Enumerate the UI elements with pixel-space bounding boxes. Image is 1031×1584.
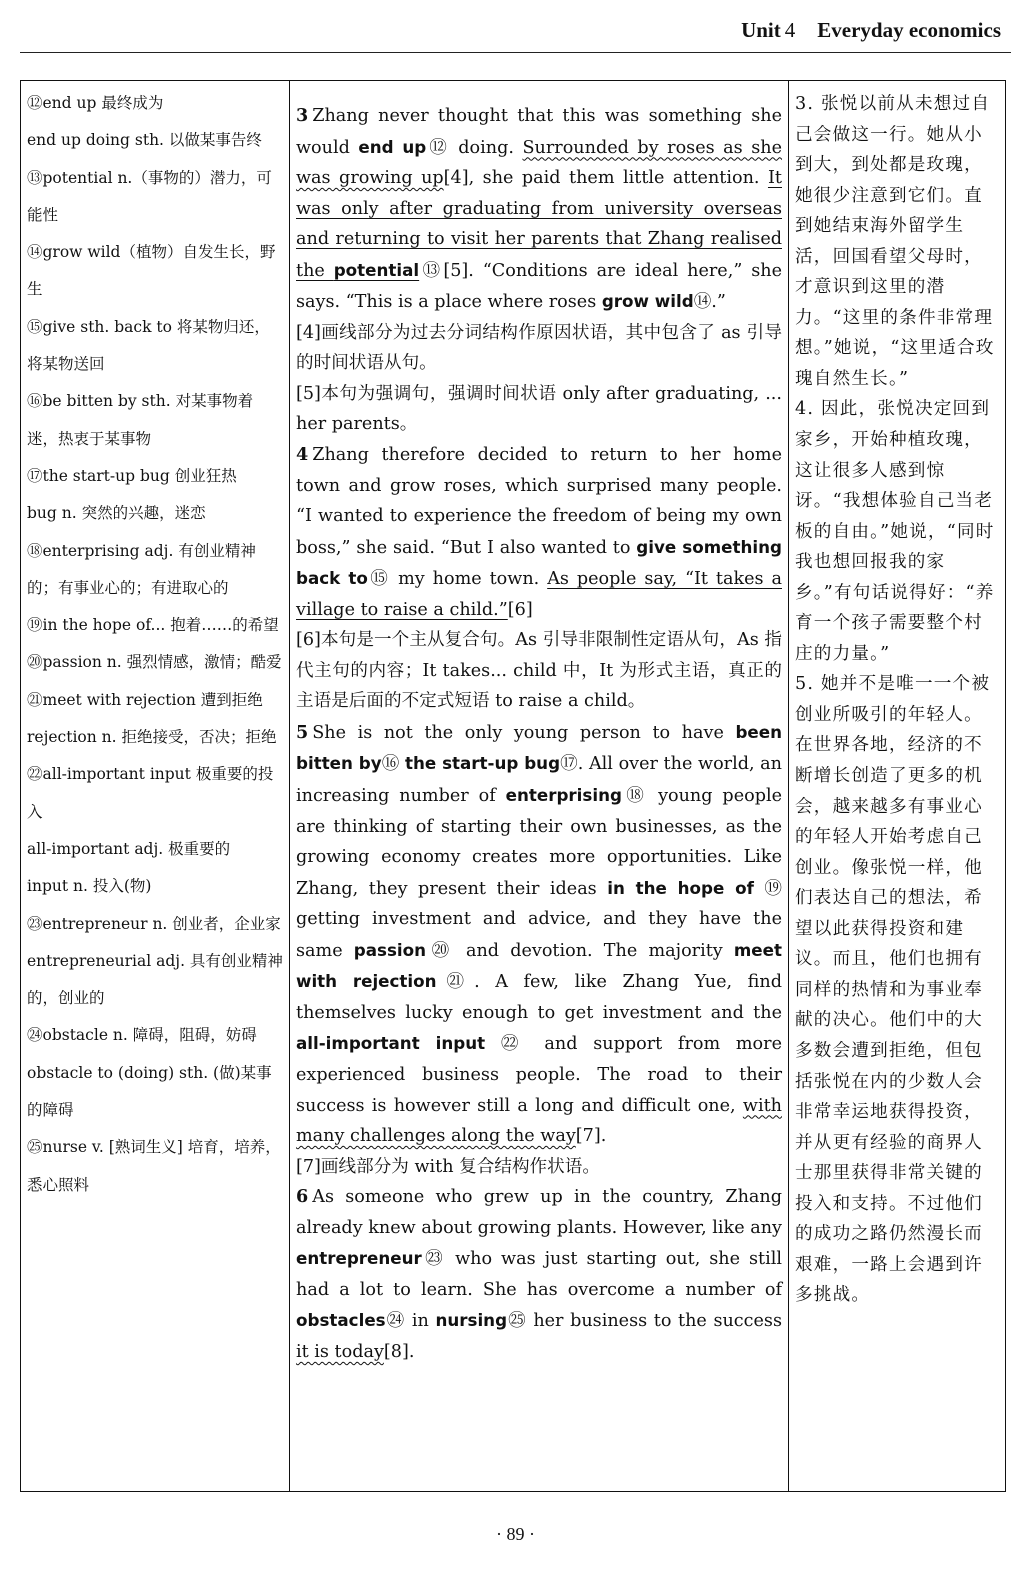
- underlined-sentence: As people say, “It takes a village to raise a child.”: [296, 569, 782, 620]
- grammar-note-4: [4]画线部分为过去分词结构作原因状语，其中包含了 as 引导的时间状语从句。: [296, 322, 782, 374]
- underlined-phrase: it is today: [296, 1341, 384, 1362]
- vocab-item: entrepreneurial adj. 具有创业精神的，创业的: [27, 951, 283, 1008]
- passage-text: ㉓ who was just starting out, she still had a lot to learn. She has overcome a number of: [296, 1249, 782, 1300]
- passage-text: ㉑. A few, like Zhang Yue, find themselves lucky enough to get investment and the: [296, 972, 782, 1023]
- vocab-item: ⑫end up 最终成为: [27, 94, 164, 112]
- vocab-item: ⑱enterprising adj. 有创业精神的；有事业心的；有进取心的: [27, 541, 256, 597]
- paragraph-4: [296, 440, 782, 625]
- translation-column: [789, 81, 1005, 1491]
- passage-text: ⑯: [381, 754, 405, 775]
- passage-text: [8].: [383, 1341, 415, 1362]
- vocab-item: ㉔obstacle n. 障碍，阻碍，妨碍: [27, 1026, 257, 1045]
- vocab-item: ㉒all-important input 极重要的投入: [27, 765, 274, 821]
- paragraph-number: 4: [296, 444, 309, 466]
- translation-paragraph-4: 4. 因此，张悦决定回到家乡，开始种植玫瑰，这让很多人感到惊讶。“我想体验自己当老板的自由。”她说，“同时我也想回报我的家乡。”有句话说得好：“养育一个孩子需要整个村庄的力量。”: [795, 399, 995, 664]
- passage-column: [290, 81, 789, 1491]
- vocab-item: ⑳passion n. 强烈情感，激情；酷爱: [27, 653, 282, 672]
- passage-text: ⑰. All over the world, an increasing number of: [296, 754, 783, 807]
- unit-title: Everyday economics: [817, 18, 1001, 42]
- unit-label: Unit: [741, 18, 781, 42]
- vocab-item: ⑯be bitten by sth. 对某事物着迷，热衷于某事物: [27, 392, 254, 448]
- passage-text: As someone who grew up in the country, Zhang already knew about growing plants. However, like any: [296, 1187, 782, 1238]
- vocab-item: ㉕nurse v. [熟词生义] 培育，培养，悉心照料: [27, 1138, 281, 1194]
- passage-text: ㉔ in: [385, 1311, 436, 1332]
- vocab-item: rejection n. 拒绝接受，否决；拒绝: [27, 728, 277, 747]
- vocab-item: ⑬potential n.（事物的）潜力，可能性: [27, 168, 272, 224]
- vocab-item: bug n. 突然的兴趣，迷恋: [27, 504, 206, 523]
- passage-text: ㉕ her business to the success: [507, 1311, 782, 1332]
- passage-text: ⑱ young people are thinking of starting their own businesses, as the growing economy creates more opportunities. Like Zhang, they present their ideas: [296, 786, 782, 899]
- paragraph-number: 5: [296, 721, 309, 743]
- passage-text: ㉒ and support from more experienced business people. The road to their success is however still a long and difficult one,: [296, 1034, 782, 1116]
- vocab-item: ㉓entrepreneur n. 创业者，企业家: [27, 914, 281, 933]
- vocab-item: input n. 投入(物): [27, 877, 152, 896]
- paragraph-3: [296, 101, 782, 318]
- underlined-phrase: Surrounded by roses as she was growing up: [296, 137, 783, 189]
- key-phrase: give something back to: [296, 536, 782, 589]
- running-header: [741, 18, 1001, 43]
- vocab-item: ⑮give sth. back to 将某物归还，将某物送回: [27, 317, 270, 374]
- key-phrase: in the hope of: [607, 877, 754, 898]
- key-phrase: passion: [353, 939, 427, 960]
- paragraph-6: [296, 1182, 782, 1367]
- passage-text: ⑭.”: [693, 292, 726, 313]
- page-number: · 89 ·: [496, 1524, 535, 1544]
- vocab-item: ⑲in the hope of... 抱着……的希望: [27, 616, 279, 635]
- passage-text: Zhang never thought that this was something she would: [296, 106, 782, 158]
- grammar-note-7: [7]画线部分为 with 复合结构作状语。: [296, 1156, 600, 1177]
- grammar-note-6: [6]本句是一个主从复合句。As 引导非限制性定语从句，As 指代主句的内容；It takes... child 中，It 为形式主语，真正的主语是后面的不定式短语 to raise a child。: [296, 630, 782, 712]
- key-phrase: the start-up bug: [404, 753, 561, 774]
- passage-text: [6]: [507, 599, 533, 620]
- header-divider: [20, 52, 1011, 53]
- key-phrase: obstacles: [296, 1310, 386, 1331]
- key-phrase: meet with rejection: [296, 939, 782, 992]
- passage-text: ⑳ and devotion. The majority: [426, 940, 734, 961]
- vocab-item: end up doing sth. 以做某事告终: [27, 131, 262, 150]
- vocab-item: all-important adj. 极重要的: [27, 839, 231, 858]
- unit-number: 4: [784, 18, 796, 42]
- passage-text: [7].: [575, 1126, 607, 1147]
- passage-text: ⑫ doing.: [426, 137, 523, 158]
- key-phrase: all-important input: [296, 1033, 486, 1054]
- passage-text: She is not the only young person to have: [312, 722, 736, 743]
- key-phrase: nursing: [435, 1310, 508, 1331]
- underlined-phrase: with many challenges along the way: [296, 1095, 782, 1147]
- passage-text: [4], she paid them little attention.: [443, 168, 768, 189]
- passage-text: ⑲ getting investment and advice, and they have the same: [296, 878, 782, 961]
- key-phrase: entrepreneur: [296, 1248, 422, 1269]
- translation-paragraph-5: 5. 她并不是唯一一个被创业所吸引的年轻人。在世界各地，经济的不断增长创造了更多的机会，越来越多有事业心的年轻人开始考虑自己创业。像张悦一样，他们表达自己的想法，希望以此获得投资和建议。而且，他们也拥有同样的热情和为事业奉献的决心。他们中的大多数会遭到拒绝，但包括张悦在内的少数人会非常幸运地获得投资，并从更有经验的商界人士那里获得非常关键的投入和支持。不过他们的成功之路仍然漫长而艰难，一路上会遇到许多挑战。: [795, 674, 991, 1306]
- passage-text: Zhang therefore decided to return to her home town and grow roses, which surprised many people. “I wanted to experience the freedom of being my own boss,” she said. “But I also wanted to: [296, 445, 782, 558]
- key-phrase: grow wild: [601, 291, 694, 312]
- grammar-note-5: [5]本句为强调句，强调时间状语 only after graduating, ... her parents。: [296, 383, 782, 435]
- paragraph-number: 3: [296, 105, 309, 126]
- passage-text: ⑬[5]. “Conditions are ideal here,” she says. “This is a place where roses: [296, 260, 782, 313]
- key-phrase: enterprising: [505, 785, 622, 806]
- passage-text: It was only after graduating from university overseas and returning to visit her parents that Zhang realised the: [296, 168, 782, 281]
- translation-paragraph-3: 3. 张悦以前从未想过自己会做这一行。她从小到大，到处都是玫瑰，她很少注意到它们。直到她结束海外留学生活，回国看望父母时，才意识到这里的潜力。“这里的条件非常理想。”她说，“这里适合玫瑰自然生长。”: [795, 94, 995, 389]
- vocab-item: ⑰the start-up bug 创业狂热: [27, 466, 237, 485]
- vocabulary-column: [21, 81, 290, 1491]
- content-table: [20, 80, 1006, 1492]
- key-phrase: been bitten by: [296, 721, 782, 774]
- key-phrase: potential: [333, 259, 420, 280]
- vocab-item: ㉑meet with rejection 遭到拒绝: [27, 690, 263, 709]
- passage-text: ⑮ my home town.: [367, 569, 548, 590]
- vocab-item: obstacle to (doing) sth. (做)某事的障碍: [27, 1063, 272, 1120]
- paragraph-5: [296, 717, 782, 1152]
- vocab-item: ⑭grow wild（植物）自发生长，野生: [27, 243, 276, 299]
- key-phrase: end up: [358, 136, 427, 157]
- paragraph-number: 6: [296, 1186, 309, 1208]
